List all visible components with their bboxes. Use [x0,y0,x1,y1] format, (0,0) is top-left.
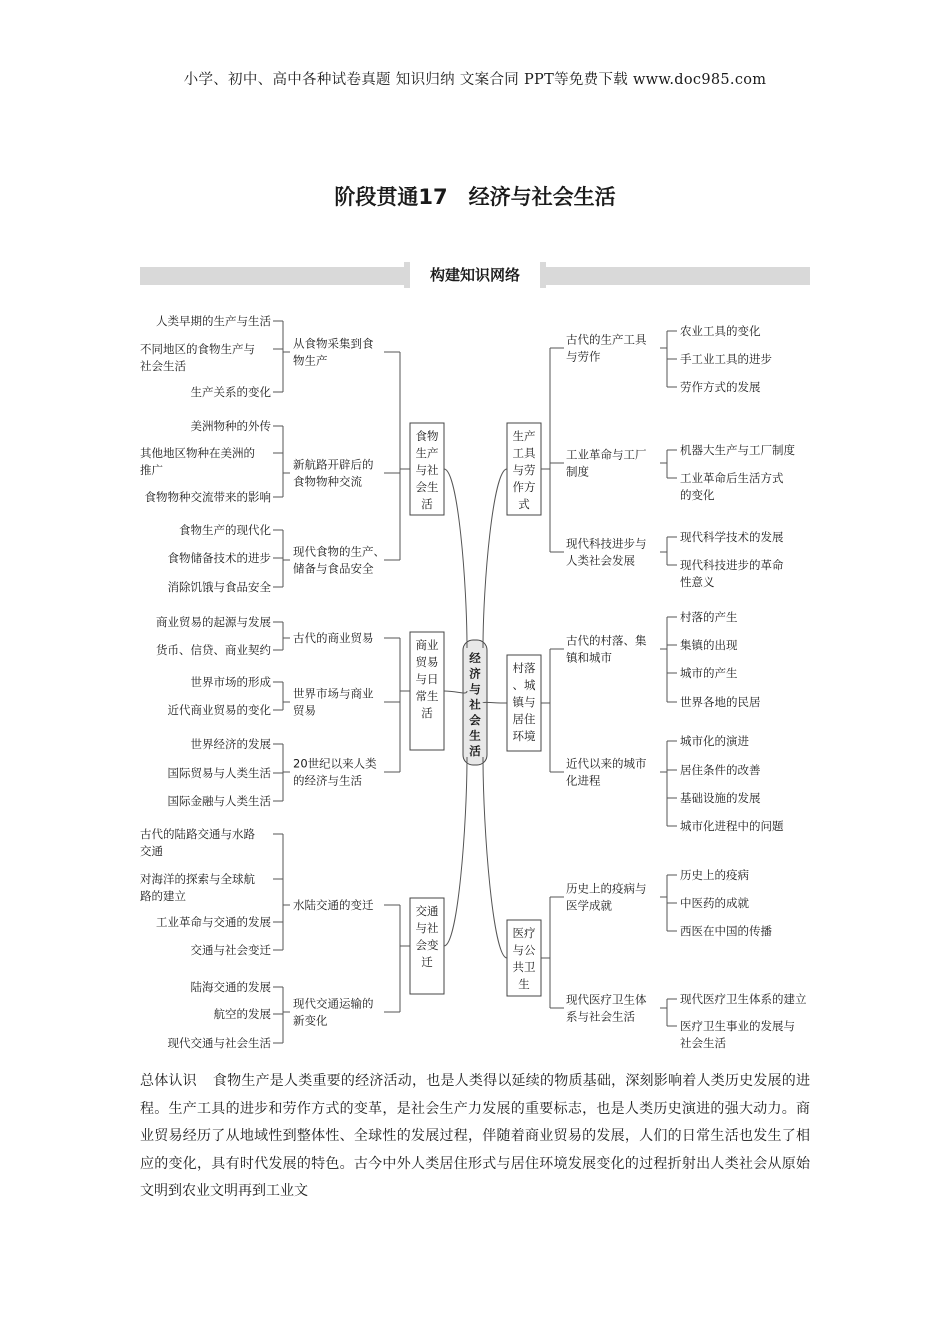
center-node-label: 经济与社会生活 [469,651,481,758]
group-label: 现代交通运输的新变化 [293,996,374,1028]
leaf-item: 国际贸易与人类生活 [167,766,271,780]
center-link [444,757,467,946]
leaf-item: 世界经济的发展 [190,737,271,751]
leaf-item: 航空的发展 [213,1007,271,1021]
group-label: 新航路开辟后的食物物种交流 [293,457,374,489]
leaf-item: 机器大生产与工厂制度 [680,443,795,457]
leaf-item: 基础设施的发展 [680,791,761,805]
group-label: 古代的生产工具与劳作 [566,332,647,364]
leaf-item: 劳作方式的发展 [680,380,761,394]
group-label: 世界市场与商业贸易 [293,686,374,718]
leaf-item: 陆海交通的发展 [190,980,271,994]
leaf-item: 古代的陆路交通与水路交通 [140,827,255,858]
page-header: 小学、初中、高中各种试卷真题 知识归纳 文案合同 PPT等免费下载 www.doc985.com [183,72,767,88]
group-label: 从食物采集到食物生产 [293,336,374,368]
group-label: 古代的商业贸易 [293,631,374,645]
leaf-item: 其他地区物种在美洲的推广 [140,446,255,477]
branch-label: 村落、城镇与居住环境 [512,661,536,743]
section-banner-label: 构建知识网络 [404,262,546,288]
leaf-item: 商业贸易的起源与发展 [156,615,271,629]
leaf-item: 工业革命与交通的发展 [156,915,271,929]
branch-label: 商业贸易与日常生活 [415,638,439,720]
leaf-item: 西医在中国的传播 [680,924,772,938]
center-link [444,469,467,648]
leaf-item: 食物物种交流带来的影响 [144,490,271,504]
branch-label: 医疗与公共卫生 [512,926,536,991]
leaf-item: 中医药的成就 [680,896,749,910]
group-label: 古代的村落、集镇和城市 [566,633,647,665]
knowledge-mind-map [0,295,950,1055]
leaf-item: 医疗卫生事业的发展与社会生活 [680,1019,795,1050]
leaf-item: 现代科技进步的革命性意义 [680,558,784,589]
summary-text: 食物生产是人类重要的经济活动，也是人类得以延续的物质基础，深刻影响着人类历史发展的进程。生产工具的进步和劳作方式的变革，是社会生产力发展的重要标志，也是人类历史演进的强大动力。商业贸易经历了从地域性到整体性、全球性的发展过程，伴随着商业贸易的发展，人们的日常生活也发生了相应的变化，具有时代发展的特色。古今中外人类居住形式与居住环境发展变化的过程折射出人类社会从原始文明到农业文明再到工业文 [140,1073,810,1199]
leaf-item: 国际金融与人类生活 [167,794,271,808]
summary-lead: 总体认识 [140,1073,197,1089]
leaf-item: 村落的产生 [680,610,738,624]
center-link [483,469,507,648]
leaf-item: 工业革命后生活方式的变化 [680,471,784,502]
leaf-item: 居住条件的改善 [680,763,761,777]
leaf-item: 美洲物种的外传 [190,419,271,433]
branch-label: 交通与社会变迁 [415,904,439,969]
group-label: 近代以来的城市化进程 [566,756,647,788]
leaf-item: 现代交通与社会生活 [167,1036,271,1050]
group-label: 现代医疗卫生体系与社会生活 [566,992,647,1024]
leaf-item: 历史上的疫病 [680,868,749,882]
leaf-item: 近代商业贸易的变化 [167,703,271,717]
leaf-item: 手工业工具的进步 [680,352,772,366]
group-label: 历史上的疫病与医学成就 [566,881,647,913]
leaf-item: 城市的产生 [680,666,738,680]
branch-label: 生产工具与劳作方式 [512,429,536,511]
leaf-item: 食物储备技术的进步 [167,551,271,565]
leaf-item: 世界各地的民居 [680,695,761,709]
leaf-item: 世界市场的形成 [190,675,271,689]
leaf-item: 现代医疗卫生体系的建立 [680,992,807,1006]
group-label: 水陆交通的变迁 [293,898,374,912]
leaf-item: 交通与社会变迁 [190,943,271,957]
leaf-item: 货币、信贷、商业契约 [156,643,271,657]
leaf-item: 不同地区的食物生产与社会生活 [140,342,255,373]
page-title: 阶段贯通17 经济与社会生活 [334,185,616,209]
leaf-item: 城市化的演进 [680,734,749,748]
group-label: 现代食物的生产、储备与食品安全 [293,544,385,576]
branch-label: 食物生产与社会生活 [415,429,439,511]
leaf-item: 消除饥饿与食品安全 [167,580,271,594]
leaf-item: 对海洋的探索与全球航路的建立 [140,872,255,903]
leaf-item: 人类早期的生产与生活 [156,314,271,328]
leaf-item: 集镇的出现 [680,638,738,652]
summary-paragraph [140,1068,810,1206]
leaf-item: 食物生产的现代化 [179,523,271,537]
group-label: 20世纪以来人类的经济与生活 [293,756,377,788]
leaf-item: 农业工具的变化 [680,324,761,338]
leaf-item: 现代科学技术的发展 [680,530,784,544]
center-link [483,757,507,958]
group-label: 工业革命与工厂制度 [566,447,647,479]
leaf-item: 生产关系的变化 [190,385,271,399]
leaf-item: 城市化进程中的问题 [680,819,784,833]
group-label: 现代科技进步与人类社会发展 [566,536,647,568]
